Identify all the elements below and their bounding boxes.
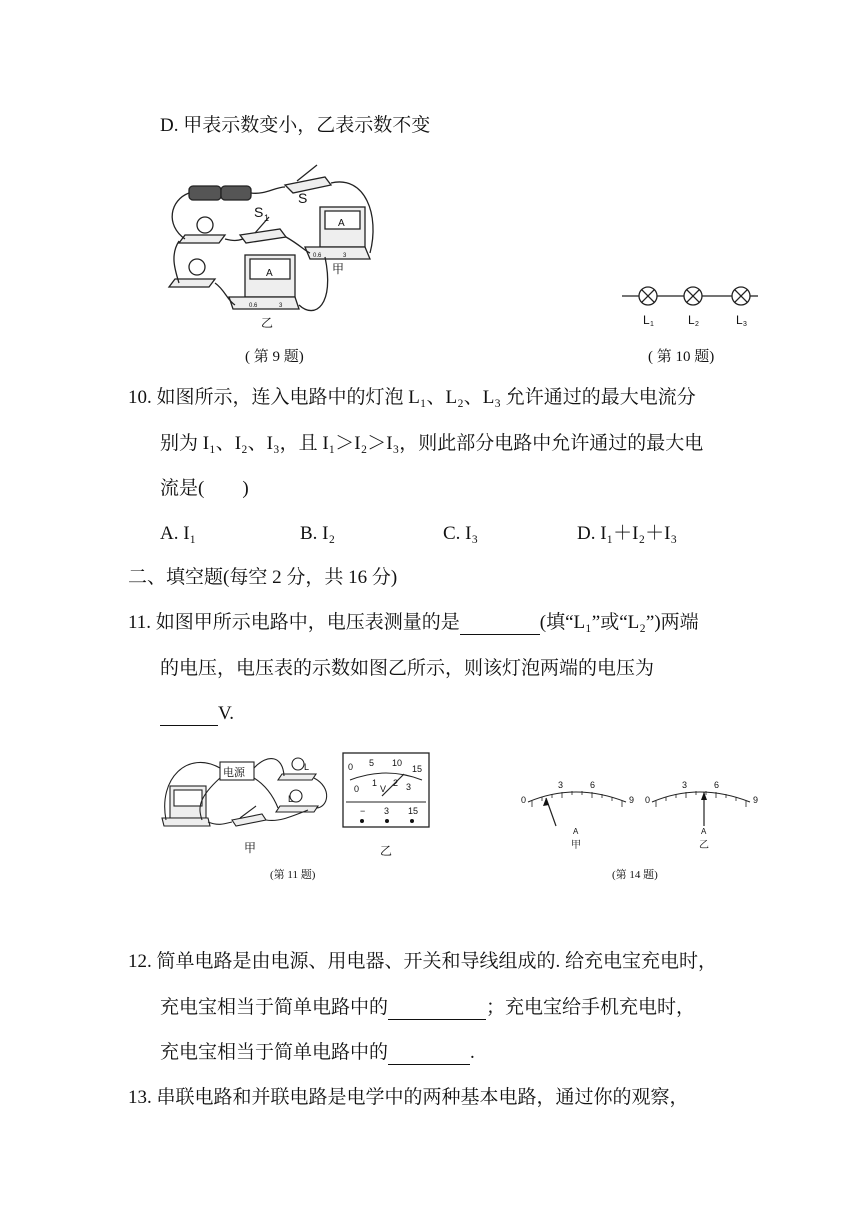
- svg-text:L: L: [288, 794, 294, 804]
- q11-jia-label: 甲: [244, 841, 257, 855]
- q10-option-a: A. I₁: [160, 523, 197, 544]
- svg-text:2: 2: [695, 321, 699, 328]
- svg-text:6: 6: [714, 780, 720, 790]
- svg-text:0: 0: [348, 762, 354, 772]
- q10-caption: ( 第 10 题): [648, 349, 715, 365]
- q10-line-3: 流是( ): [160, 478, 249, 499]
- svg-text:A: A: [701, 827, 707, 836]
- svg-text:0.6: 0.6: [313, 253, 322, 259]
- svg-text:0.6: 0.6: [249, 303, 258, 309]
- svg-text:3: 3: [279, 303, 283, 309]
- q12-line-3: 充电宝相当于简单电路中的 .: [160, 1042, 475, 1063]
- svg-text:15: 15: [408, 806, 419, 816]
- svg-text:15: 15: [412, 764, 423, 774]
- q10-option-c: C. I₃: [443, 523, 479, 544]
- q11-blank-2[interactable]: [160, 705, 218, 726]
- q11-line-2: 的电压，电压表的示数如图乙所示，则该灯泡两端的电压为: [160, 658, 655, 679]
- svg-text:1: 1: [372, 778, 378, 788]
- q14-jia-label: 甲: [571, 840, 581, 851]
- svg-text:3: 3: [558, 780, 564, 790]
- svg-text:L: L: [304, 762, 310, 772]
- svg-text:A: A: [338, 218, 345, 229]
- q10-lamp-1-label: L: [643, 313, 650, 327]
- svg-text:3: 3: [384, 806, 390, 816]
- q12-blank-1[interactable]: [388, 999, 486, 1020]
- q10-line-2: 别为 I₁、I₂、I₃，且 I₁＞I₂＞I₃，则此部分电路中允许通过的最大电: [160, 433, 704, 454]
- section-heading: 二、填空题(每空 2 分，共 16 分): [128, 567, 398, 588]
- q10-option-b: B. I₂: [300, 523, 336, 544]
- q10-lamp-3-label: L: [736, 313, 743, 327]
- svg-text:9: 9: [629, 795, 635, 805]
- svg-text:A: A: [266, 268, 273, 279]
- q12-line-2: 充电宝相当于简单电路中的 ；充电宝给手机充电时，: [160, 997, 696, 1018]
- svg-text:1: 1: [264, 213, 270, 223]
- q9-jia-label: 甲: [332, 262, 345, 276]
- svg-text:10: 10: [392, 758, 403, 768]
- svg-text:3: 3: [406, 782, 412, 792]
- svg-text:9: 9: [753, 795, 759, 805]
- q9-switch-s-label: S: [298, 190, 308, 206]
- q9-caption: ( 第 9 题): [245, 349, 304, 365]
- svg-text:3: 3: [343, 253, 347, 259]
- q13-line-1: 13. 串联电路和并联电路是电学中的两种基本电路，通过你的观察，: [128, 1087, 689, 1108]
- q11-voltmeter-unit: V: [380, 784, 387, 794]
- svg-text:2: 2: [393, 778, 399, 788]
- svg-text:A: A: [573, 827, 579, 836]
- q14-caption: (第 14 题): [612, 869, 658, 881]
- q11-voltmeter-figure: [342, 752, 432, 832]
- q9-yi-label: 乙: [261, 316, 274, 330]
- q10-line-1: 10. 如图所示，连入电路中的灯泡 L₁、L₂、L₃ 允许通过的最大电流分: [128, 387, 696, 408]
- q14-ammeter-figure: [518, 778, 768, 858]
- svg-text:−: −: [360, 806, 366, 816]
- svg-text:3: 3: [682, 780, 688, 790]
- svg-text:6: 6: [590, 780, 596, 790]
- q10-lamp-2-label: L: [688, 313, 695, 327]
- q9-circuit-figure: [165, 155, 385, 335]
- q14-yi-label: 乙: [699, 840, 709, 851]
- q11-power-label: 电源: [223, 767, 245, 779]
- q11-blank-1[interactable]: [460, 614, 540, 635]
- q10-lamps-figure: [620, 280, 760, 330]
- q11-caption: (第 11 题): [270, 869, 316, 881]
- q11-line-1: 11. 如图甲所示电路中，电压表测量的是 (填“L₁”或“L₂”)两端: [128, 612, 699, 633]
- q10-option-d: D. I₁＋I₂＋I₃: [577, 523, 678, 544]
- svg-text:3: 3: [743, 321, 747, 328]
- q12-blank-2[interactable]: [388, 1044, 470, 1065]
- q9-switch-s1-label: S: [254, 204, 264, 220]
- svg-text:0: 0: [521, 795, 527, 805]
- q11-circuit-figure: [158, 748, 338, 856]
- svg-text:1: 1: [650, 321, 654, 328]
- svg-text:0: 0: [354, 784, 360, 794]
- svg-text:0: 0: [645, 795, 651, 805]
- q11-line-3: V.: [160, 702, 234, 726]
- q9-option-d: D. 甲表示数变小，乙表示数不变: [160, 115, 431, 136]
- q11-yi-label: 乙: [380, 844, 393, 858]
- q12-line-1: 12. 简单电路是由电源、用电器、开关和导线组成的. 给充电宝充电时，: [128, 951, 718, 972]
- svg-text:5: 5: [369, 758, 375, 768]
